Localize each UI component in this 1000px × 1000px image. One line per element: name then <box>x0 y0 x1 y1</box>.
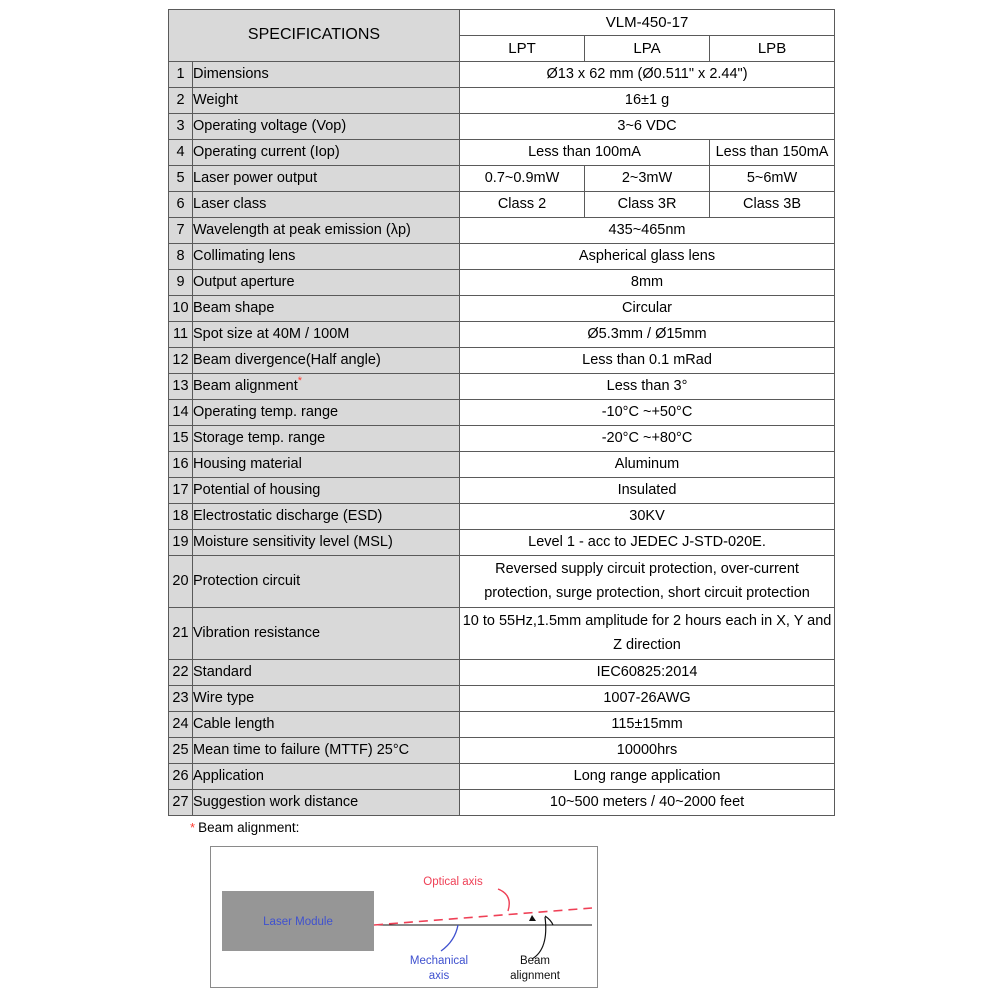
row-value-cell: Level 1 - acc to JEDEC J-STD-020E. <box>460 530 835 556</box>
row-name-cell <box>193 686 460 712</box>
row-name-label: Beam shape <box>193 300 275 317</box>
table-row <box>169 738 835 764</box>
table-row <box>169 192 835 218</box>
table-row <box>169 478 835 504</box>
row-index-cell: 19 <box>169 530 193 556</box>
row-value-cell: 16±1 g <box>460 88 835 114</box>
beam-alignment-label-line1: Beam <box>519 955 551 967</box>
row-index-cell: 2 <box>169 88 193 114</box>
row-index-cell: 14 <box>169 400 193 426</box>
row-name-label: Vibration resistance <box>193 625 321 642</box>
row-index-cell: 5 <box>169 166 193 192</box>
row-name-label: Standard <box>193 664 252 681</box>
mechanical-axis-label-line2: axis <box>428 970 450 982</box>
table-row <box>169 686 835 712</box>
table-row <box>169 556 835 608</box>
row-index-cell: 26 <box>169 764 193 790</box>
row-value-cell: 3~6 VDC <box>460 114 835 140</box>
row-name-label: Storage temp. range <box>193 430 326 447</box>
row-name-label: Moisture sensitivity level (MSL) <box>193 534 393 551</box>
row-name-cell <box>193 790 460 816</box>
row-value-cell: Less than 0.1 mRad <box>460 348 835 374</box>
row-index-cell: 20 <box>169 556 193 608</box>
row-index-cell: 1 <box>169 62 193 88</box>
table-row <box>169 348 835 374</box>
row-value-cell: Reversed supply circuit protection, over-current protection, surge protection, short circuit protection <box>460 556 835 608</box>
row-value-cell: Less than 3° <box>460 374 835 400</box>
beam-alignment-svg <box>211 847 597 987</box>
row-index-cell: 18 <box>169 504 193 530</box>
row-value-cell: Class 3B <box>710 192 835 218</box>
row-index-cell: 17 <box>169 478 193 504</box>
table-row <box>169 530 835 556</box>
row-index-cell: 23 <box>169 686 193 712</box>
table-header <box>169 10 835 62</box>
row-name-cell <box>193 556 460 608</box>
row-value-cell: 10 to 55Hz,1.5mm amplitude for 2 hours each in X, Y and Z direction <box>460 608 835 660</box>
row-value-cell: -20°C ~+80°C <box>460 426 835 452</box>
table-row <box>169 270 835 296</box>
row-value-cell: Ø13 x 62 mm (Ø0.511" x 2.44") <box>460 62 835 88</box>
table-row <box>169 374 835 400</box>
table-row <box>169 244 835 270</box>
row-name-label: Mean time to failure (MTTF) 25°C <box>193 742 410 759</box>
row-name-cell <box>193 192 460 218</box>
table-row <box>169 660 835 686</box>
specifications-header-cell: SPECIFICATIONS <box>169 10 460 62</box>
row-index-cell: 27 <box>169 790 193 816</box>
row-value-cell: Ø5.3mm / Ø15mm <box>460 322 835 348</box>
optical-axis-label: Optical axis <box>423 876 483 888</box>
row-index-cell: 11 <box>169 322 193 348</box>
row-value-cell: 8mm <box>460 270 835 296</box>
table-row <box>169 504 835 530</box>
row-value-cell: 5~6mW <box>710 166 835 192</box>
row-name-cell <box>193 348 460 374</box>
table-row <box>169 296 835 322</box>
row-value-cell: Class 2 <box>460 192 585 218</box>
specification-table-container <box>168 9 834 816</box>
row-name-cell <box>193 114 460 140</box>
row-name-label: Operating voltage (Vop) <box>193 118 347 135</box>
table-row <box>169 452 835 478</box>
table-row <box>169 426 835 452</box>
row-name-label: Electrostatic discharge (ESD) <box>193 508 383 525</box>
row-name-label: Wire type <box>193 690 255 707</box>
row-name-label: Wavelength at peak emission (λp) <box>193 222 411 239</box>
mechanical-axis-leader <box>441 925 458 951</box>
row-index-cell: 7 <box>169 218 193 244</box>
row-name-cell <box>193 452 460 478</box>
row-name-cell <box>193 62 460 88</box>
row-name-cell <box>193 530 460 556</box>
variant-header-lpb: LPB <box>710 36 835 62</box>
row-name-cell <box>193 270 460 296</box>
row-name-label: Weight <box>193 92 238 109</box>
row-value-cell: 1007-26AWG <box>460 686 835 712</box>
row-name-cell <box>193 478 460 504</box>
row-index-cell: 8 <box>169 244 193 270</box>
row-value-cell: IEC60825:2014 <box>460 660 835 686</box>
row-name-label: Protection circuit <box>193 573 301 590</box>
footnote-text: Beam alignment: <box>198 820 300 835</box>
beam-alignment-arrow-icon <box>529 915 536 921</box>
table-body <box>169 62 835 816</box>
row-name-label: Spot size at 40M / 100M <box>193 326 350 343</box>
row-index-cell: 12 <box>169 348 193 374</box>
row-value-cell: Long range application <box>460 764 835 790</box>
table-row <box>169 400 835 426</box>
beam-alignment-diagram <box>210 846 598 988</box>
row-value-cell: 0.7~0.9mW <box>460 166 585 192</box>
row-value-cell: Aluminum <box>460 452 835 478</box>
beam-alignment-label-line2: alignment <box>510 970 560 982</box>
row-name-cell <box>193 322 460 348</box>
row-value-cell: -10°C ~+50°C <box>460 400 835 426</box>
row-name-label: Beam alignment <box>193 378 298 395</box>
table-row <box>169 322 835 348</box>
row-index-cell: 6 <box>169 192 193 218</box>
row-value-cell: 115±15mm <box>460 712 835 738</box>
row-name-cell <box>193 166 460 192</box>
row-value-cell: 10~500 meters / 40~2000 feet <box>460 790 835 816</box>
model-header-cell: VLM-450-17 <box>460 10 835 36</box>
row-value-cell: 2~3mW <box>585 166 710 192</box>
row-index-cell: 15 <box>169 426 193 452</box>
table-row <box>169 790 835 816</box>
row-name-label: Collimating lens <box>193 248 296 265</box>
laser-module-label: Laser Module <box>263 916 333 928</box>
row-index-cell: 21 <box>169 608 193 660</box>
row-name-cell <box>193 296 460 322</box>
row-index-cell: 9 <box>169 270 193 296</box>
row-name-cell <box>193 426 460 452</box>
row-name-label: Operating current (Iop) <box>193 144 340 161</box>
table-row <box>169 166 835 192</box>
table-row <box>169 62 835 88</box>
row-index-cell: 13 <box>169 374 193 400</box>
row-value-cell: Less than 150mA <box>710 140 835 166</box>
row-name-cell <box>193 218 460 244</box>
asterisk-icon: * <box>297 375 303 388</box>
row-name-cell <box>193 244 460 270</box>
row-name-cell <box>193 140 460 166</box>
row-value-cell: Insulated <box>460 478 835 504</box>
footnote-beam-alignment <box>190 820 299 835</box>
row-index-cell: 25 <box>169 738 193 764</box>
row-name-label: Suggestion work distance <box>193 794 359 811</box>
row-name-label: Dimensions <box>193 66 269 83</box>
row-index-cell: 10 <box>169 296 193 322</box>
header-row-model <box>169 10 835 36</box>
row-name-label: Potential of housing <box>193 482 321 499</box>
row-name-label: Operating temp. range <box>193 404 339 421</box>
asterisk-icon: * <box>190 820 196 835</box>
optical-axis-line <box>374 908 592 925</box>
table-row <box>169 608 835 660</box>
row-value-cell: Less than 100mA <box>460 140 710 166</box>
row-name-cell <box>193 712 460 738</box>
row-value-cell: Class 3R <box>585 192 710 218</box>
table-row <box>169 764 835 790</box>
table-row <box>169 114 835 140</box>
row-name-cell <box>193 764 460 790</box>
table-row <box>169 88 835 114</box>
row-name-label: Application <box>193 768 264 785</box>
optical-axis-leader <box>498 889 509 911</box>
row-name-label: Laser power output <box>193 170 318 187</box>
row-name-cell <box>193 374 460 400</box>
table-row <box>169 712 835 738</box>
row-name-cell <box>193 400 460 426</box>
row-name-label: Beam divergence(Half angle) <box>193 352 381 369</box>
variant-header-lpt: LPT <box>460 36 585 62</box>
row-name-cell <box>193 738 460 764</box>
row-name-cell <box>193 504 460 530</box>
table-row <box>169 218 835 244</box>
row-name-label: Cable length <box>193 716 275 733</box>
row-name-cell <box>193 88 460 114</box>
specification-table <box>168 9 835 816</box>
beam-alignment-leader <box>532 917 546 959</box>
row-value-cell: 30KV <box>460 504 835 530</box>
row-value-cell: 435~465nm <box>460 218 835 244</box>
row-index-cell: 3 <box>169 114 193 140</box>
row-value-cell: 10000hrs <box>460 738 835 764</box>
row-name-label: Laser class <box>193 196 267 213</box>
variant-header-lpa: LPA <box>585 36 710 62</box>
row-name-cell <box>193 660 460 686</box>
row-name-cell <box>193 608 460 660</box>
row-index-cell: 24 <box>169 712 193 738</box>
row-value-cell: Aspherical glass lens <box>460 244 835 270</box>
row-index-cell: 4 <box>169 140 193 166</box>
row-name-label: Output aperture <box>193 274 295 291</box>
mechanical-axis-label-line1: Mechanical <box>409 955 469 967</box>
table-row <box>169 140 835 166</box>
row-index-cell: 16 <box>169 452 193 478</box>
row-name-label: Housing material <box>193 456 302 473</box>
row-value-cell: Circular <box>460 296 835 322</box>
row-index-cell: 22 <box>169 660 193 686</box>
